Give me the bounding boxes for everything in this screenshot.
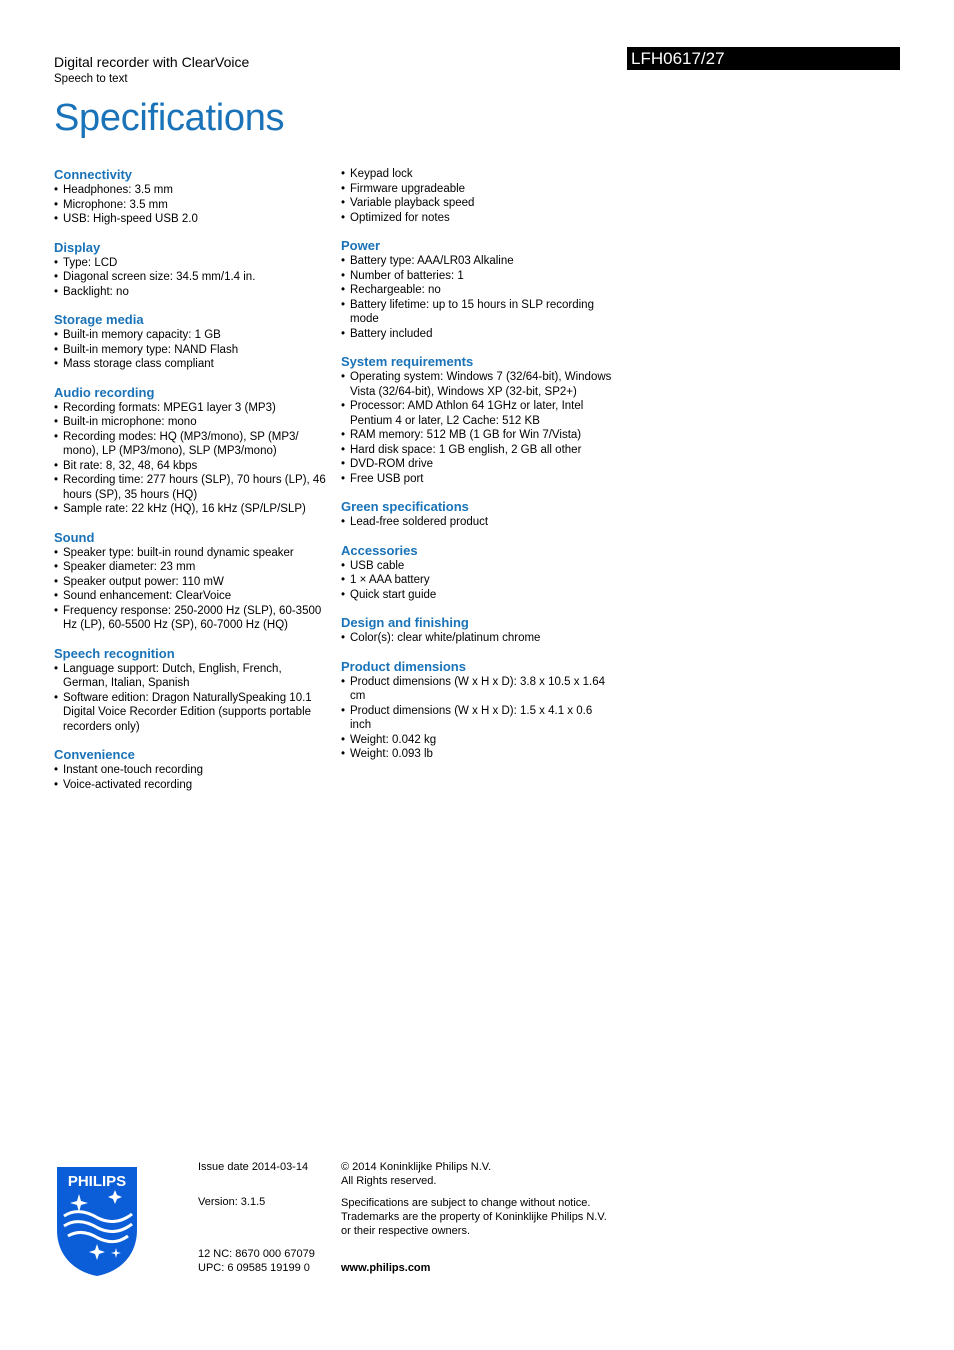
spec-list — [341, 370, 613, 486]
product-subtitle: Digital recorder with ClearVoice — [54, 54, 250, 70]
section-title: Design and finishing — [341, 615, 469, 630]
spec-section — [54, 240, 326, 300]
spec-section — [54, 747, 326, 792]
spec-item: • Processor: AMD Athlon 64 1GHz or later, Intel Pentium 4 or later, L2 Cache: 512 KB — [341, 399, 613, 428]
spec-section — [341, 659, 613, 762]
spec-item: • Weight: 0.042 kg — [341, 733, 613, 748]
spec-section — [341, 499, 613, 530]
spec-item: • Sound enhancement: ClearVoice — [54, 589, 326, 604]
spec-section — [341, 615, 613, 646]
spec-item: • Backlight: no — [54, 285, 326, 300]
version: Version: 3.1.5 — [198, 1196, 266, 1208]
spec-list — [54, 256, 326, 300]
spec-section — [54, 530, 326, 633]
spec-item: • Frequency response: 250-2000 Hz (SLP), 60-3500 Hz (LP), 60-5500 Hz (SP), 60-7000 Hz (HQ) — [54, 604, 326, 633]
spec-list — [341, 631, 613, 646]
spec-section — [54, 312, 326, 372]
spec-item: • Weight: 0.093 lb — [341, 747, 613, 762]
philips-shield-logo — [54, 1164, 140, 1278]
spec-section — [54, 385, 326, 517]
footer — [0, 1160, 954, 1290]
disclaimer-line-2: Trademarks are the property of Koninklijke Philips N.V. — [341, 1211, 607, 1223]
spec-list — [54, 183, 326, 227]
spec-item: • Mass storage class compliant — [54, 357, 326, 372]
spec-list — [54, 763, 326, 792]
spec-item: • DVD-ROM drive — [341, 457, 613, 472]
spec-column-right — [341, 167, 613, 775]
spec-item: • Voice-activated recording — [54, 778, 326, 793]
spec-list — [341, 559, 613, 603]
spec-item: • Language support: Dutch, English, French, German, Italian, Spanish — [54, 662, 326, 691]
spec-item: • 1 × AAA battery — [341, 573, 613, 588]
website-link[interactable]: www.philips.com — [341, 1262, 431, 1274]
issue-date: Issue date 2014-03-14 — [198, 1161, 309, 1173]
spec-item: • Firmware upgradeable — [341, 182, 613, 197]
model-number-badge: LFH0617/27 — [627, 47, 900, 70]
disclaimer-line-3: or their respective owners. — [341, 1225, 470, 1237]
section-title: Product dimensions — [341, 658, 466, 674]
spec-list — [54, 401, 326, 517]
spec-list — [54, 546, 326, 633]
spec-item: • Type: LCD — [54, 256, 326, 271]
spec-item: • Instant one-touch recording — [54, 763, 326, 778]
section-title: Connectivity — [54, 167, 133, 182]
section-title: Display — [54, 239, 101, 255]
spec-item: • USB cable — [341, 559, 613, 574]
page-title: Specifications — [54, 97, 285, 139]
spec-section — [341, 167, 613, 225]
spec-item: • Software edition: Dragon NaturallySpeaking 10.1 Digital Voice Recorder Edition (supports portable recorders only) — [54, 691, 326, 735]
spec-list — [341, 254, 613, 341]
rights: All Rights reserved. — [341, 1175, 437, 1187]
disclaimer-line-1: Specifications are subject to change without notice. — [341, 1197, 591, 1209]
spec-item: • Speaker diameter: 23 mm — [54, 560, 326, 575]
spec-item: • Microphone: 3.5 mm — [54, 198, 326, 213]
spec-list — [341, 167, 613, 225]
copyright: © 2014 Koninklijke Philips N.V. — [341, 1161, 492, 1173]
spec-list — [54, 662, 326, 735]
spec-item: • Battery lifetime: up to 15 hours in SLP recording mode — [341, 298, 613, 327]
logo-wordmark: PHILIPS — [67, 1173, 127, 1190]
spec-item: • USB: High-speed USB 2.0 — [54, 212, 326, 227]
spec-item: • Keypad lock — [341, 167, 613, 182]
product-tagline: Speech to text — [54, 73, 128, 85]
spec-item: • Recording modes: HQ (MP3/mono), SP (MP3/ mono), LP (MP3/mono), SLP (MP3/mono) — [54, 430, 326, 459]
section-title: Accessories — [341, 542, 418, 558]
section-title: Storage media — [54, 312, 144, 327]
spec-item: • Product dimensions (W x H x D): 1.5 x 4.1 x 0.6 inch — [341, 704, 613, 733]
spec-item: • Hard disk space: 1 GB english, 2 GB all other — [341, 443, 613, 458]
spec-item: • Quick start guide — [341, 588, 613, 603]
spec-item: • Free USB port — [341, 472, 613, 487]
spec-item: • Operating system: Windows 7 (32/64-bit), Windows Vista (32/64-bit), Windows XP (32-bit, SP2+) — [341, 370, 613, 399]
spec-item: • Optimized for notes — [341, 211, 613, 226]
section-title: Convenience — [54, 747, 135, 762]
spec-item: • Rechargeable: no — [341, 283, 613, 298]
spec-item: • RAM memory: 512 MB (1 GB for Win 7/Vista) — [341, 428, 613, 443]
spec-item: • Variable playback speed — [341, 196, 613, 211]
section-title: Audio recording — [54, 384, 155, 400]
section-title: System requirements — [341, 354, 474, 369]
spec-item: • Headphones: 3.5 mm — [54, 183, 326, 198]
spec-item: • Speaker type: built-in round dynamic speaker — [54, 546, 326, 561]
section-title: Power — [341, 238, 381, 253]
spec-item: • Sample rate: 22 kHz (HQ), 16 kHz (SP/LP/SLP) — [54, 502, 326, 517]
spec-item: • Battery type: AAA/LR03 Alkaline — [341, 254, 613, 269]
spec-section — [54, 646, 326, 735]
spec-item: • Color(s): clear white/platinum chrome — [341, 631, 613, 646]
spec-item: • Diagonal screen size: 34.5 mm/1.4 in. — [54, 270, 326, 285]
spec-list — [341, 515, 613, 530]
spec-item: • Number of batteries: 1 — [341, 269, 613, 284]
spec-section — [54, 167, 326, 227]
spec-item: • Built-in microphone: mono — [54, 415, 326, 430]
nc-number: 12 NC: 8670 000 67079 — [198, 1248, 315, 1260]
spec-item: • Built-in memory capacity: 1 GB — [54, 328, 326, 343]
section-title: Speech recognition — [54, 645, 175, 661]
spec-item: • Recording formats: MPEG1 layer 3 (MP3) — [54, 401, 326, 416]
section-title: Sound — [54, 529, 95, 545]
section-title: Green specifications — [341, 499, 469, 514]
spec-list — [341, 675, 613, 762]
spec-item: • Built-in memory type: NAND Flash — [54, 343, 326, 358]
spec-item: • Product dimensions (W x H x D): 3.8 x 10.5 x 1.64 cm — [341, 675, 613, 704]
spec-item: • Recording time: 277 hours (SLP), 70 hours (LP), 46 hours (SP), 35 hours (HQ) — [54, 473, 326, 502]
spec-item: • Battery included — [341, 327, 613, 342]
spec-section — [341, 238, 613, 341]
spec-section — [341, 354, 613, 486]
spec-section — [341, 543, 613, 603]
spec-item: • Bit rate: 8, 32, 48, 64 kbps — [54, 459, 326, 474]
spec-column-left — [54, 167, 326, 805]
upc-number: UPC: 6 09585 19199 0 — [198, 1262, 310, 1274]
spec-item: • Speaker output power: 110 mW — [54, 575, 326, 590]
spec-item: • Lead-free soldered product — [341, 515, 613, 530]
spec-list — [54, 328, 326, 372]
